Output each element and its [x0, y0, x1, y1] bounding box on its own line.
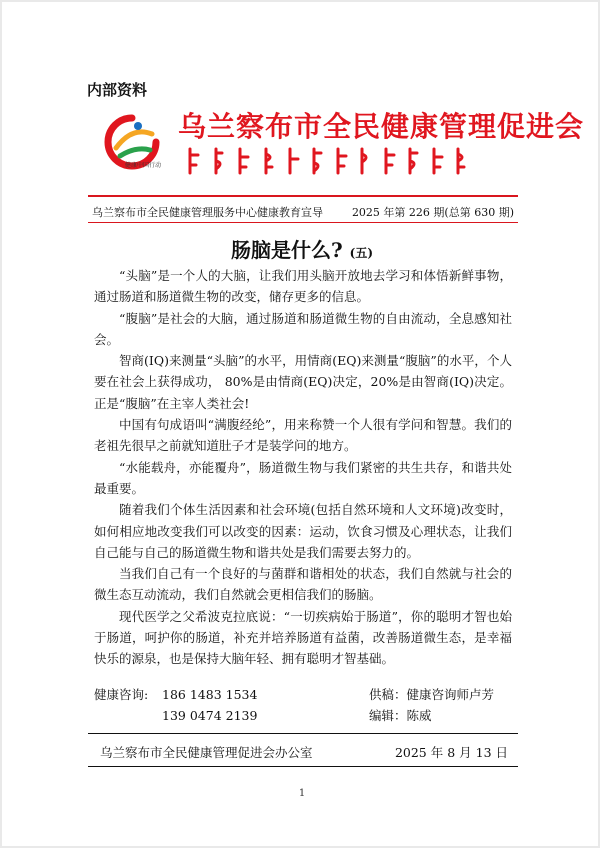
- article-body: [94, 265, 512, 670]
- article-part: (五): [349, 246, 374, 260]
- footer-divider-top: [88, 733, 518, 734]
- paragraph: “头脑”是一个人的大脑，让我们用头脑开放地去学习和体悟新鲜事物，通过肠道和肠道微生物的改变，储存更多的信息。: [94, 268, 512, 305]
- paragraph: 现代医学之父希波克拉底说：“一切疾病始于肠道”，你的聪明才智也始于肠道，呵护你的肠道，补充并培养肠道有益菌，改善肠道微生态，是幸福快乐的源泉，也是保持大脑年轻、拥有聪明才智基础。: [94, 608, 512, 667]
- paragraph: 随着我们个体生活因素和社会环境(包括自然环境和人文环境)改变时，如何相应地改变我们可以改变的因素：运动，饮食习惯及心理状态，让我们自己能与自己的肠道微生物和谐共处是我们需要去努力的。: [94, 502, 512, 560]
- issue-number: 2025 年第 226 期(总第 630 期): [351, 206, 514, 219]
- internal-document-label: 内部资料: [87, 81, 148, 99]
- contact-section: [94, 684, 514, 726]
- editor: 编辑：陈威: [369, 708, 432, 723]
- paragraph: “水能载舟，亦能覆舟”，肠道微生物与我们紧密的共生共存，和谐共处最重要。: [94, 459, 512, 496]
- paragraph: “腹脑”是社会的大脑，通过肠道和肠道微生物的自由流动，全息感知社会。: [94, 310, 512, 347]
- mongolian-script-title-icon: [182, 145, 482, 179]
- phone-number-2: 139 0474 2139: [162, 708, 258, 723]
- issue-divider: [88, 222, 518, 223]
- paragraph: 中国有句成语叫“满腹经纶”，用来称赞一个人很有学问和智慧。我们的老祖先很早之前就知道肚子才是装学问的地方。: [94, 417, 512, 454]
- phone-number-1: 186 1483 1534: [162, 687, 258, 702]
- header-divider: [88, 195, 518, 197]
- article-title: [2, 234, 600, 263]
- publisher-text: 乌兰察布市全民健康管理服务中心健康教育宣导: [92, 206, 323, 219]
- logo-caption: 健康中国行动: [124, 162, 161, 169]
- paragraph: 智商(IQ)来测量“头脑”的水平，用情商(EQ)来测量“腹脑”的水平，个人要在社会上获得成功， 80%是由情商(EQ)决定，20%是由智商(IQ)决定。正是“腹脑”在主宰人类社会!: [94, 353, 512, 411]
- footer-date: 2025 年 8 月 13 日: [394, 745, 508, 760]
- paragraph: 当我们自己有一个良好的与菌群和谐相处的状态，我们自然就与社会的微生态互动流动，我们自然就会更相信我们的肠脑。: [94, 566, 512, 603]
- organization-title: 乌兰察布市全民健康管理促进会: [178, 110, 585, 143]
- footer-divider-bottom: [88, 766, 518, 767]
- footer-office: 乌兰察布市全民健康管理促进会办公室: [100, 745, 313, 760]
- consult-label: 健康咨询:: [94, 687, 149, 702]
- page-number: 1: [298, 788, 306, 799]
- contributor: 供稿：健康咨询师卢芳: [369, 687, 495, 702]
- document-page: [2, 2, 598, 846]
- article-title-text: 肠脑是什么?: [230, 238, 343, 262]
